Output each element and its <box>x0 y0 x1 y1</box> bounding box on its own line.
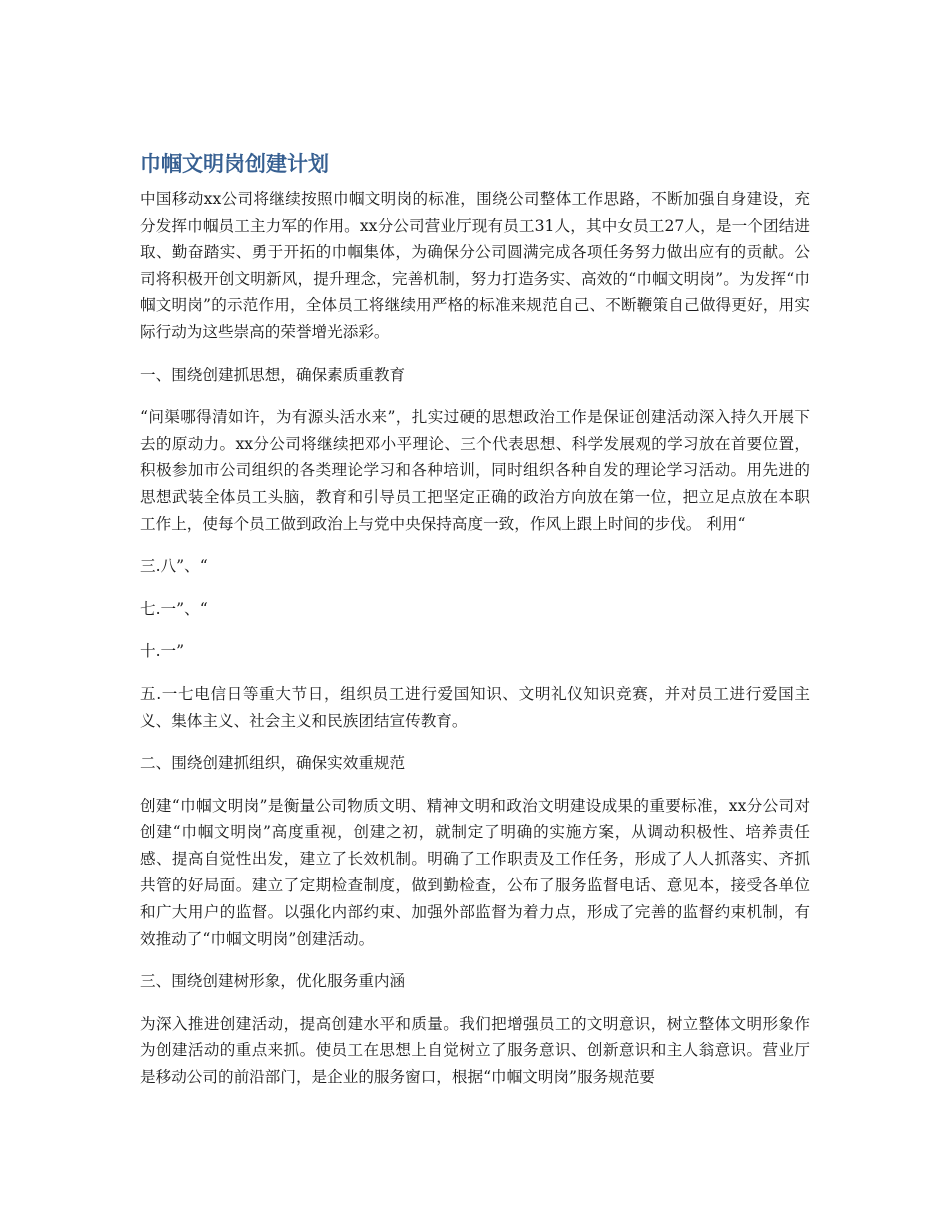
body-paragraph: 五.一七电信日等重大节日，组织员工进行爱国知识、文明礼仪知识竞赛，并对员工进行爱国主义、集体主义、社会主义和民族团结宣传教育。 <box>140 684 810 730</box>
document-title: 巾帼文明岗创建计划 <box>140 152 329 176</box>
body-paragraph: 七.一”、“ <box>140 599 208 618</box>
body-paragraph: “问渠哪得清如许，为有源头活水来”，扎实过硬的思想政治工作是保证创建活动深入持久开展下去的原动力。xx分公司将继续把邓小平理论、三个代表思想、科学发展观的学习放在首要位置，积极参加市公司组织的各类理论学习和各种培训，同时组织各种自发的理论学习活动。用先进的思想武装全体员工头脑，教育和引导员工把坚定正确的政治方向放在第一位，把立足点放在本职工作上，使每个员工做到政治上与党中央保持高度一致，作风上跟上时间的步伐。 利用“ <box>140 408 810 533</box>
section-heading-3: 三、围绕创建树形象，优化服务重内涵 <box>140 972 406 991</box>
body-paragraph: 三.八”、“ <box>140 557 208 576</box>
body-paragraph: 为深入推进创建活动，提高创建水平和质量。我们把增强员工的文明意识，树立整体文明形象作为创建活动的重点来抓。使员工在思想上自觉树立了服务意识、创新意识和主人翁意识。营业厅是移动公司的前沿部门，是企业的服务窗口，根据“巾帼文明岗”服务规范要 <box>140 1014 810 1087</box>
section-heading-1: 一、围绕创建抓思想，确保素质重教育 <box>140 365 406 384</box>
body-paragraph: 创建“巾帼文明岗”是衡量公司物质文明、精神文明和政治文明建设成果的重要标准，xx分公司对创建“巾帼文明岗”高度重视，创建之初，就制定了明确的实施方案，从调动积极性、培养责任感、提高自觉性出发，建立了长效机制。明确了工作职责及工作任务，形成了人人抓落实、齐抓共管的好局面。建立了定期检查制度，做到勤检查，公布了服务监督电话、意见本，接受各单位和广大用户的监督。以强化内部约束、加强外部监督为着力点，形成了完善的监督约束机制，有效推动了“巾帼文明岗”创建活动。 <box>140 796 810 948</box>
intro-paragraph: 中国移动xx公司将继续按照巾帼文明岗的标准，围绕公司整体工作思路，不断加强自身建设，充分发挥巾帼员工主力军的作用。xx分公司营业厅现有员工31人，其中女员工27人，是一个团结进取、勤奋踏实、勇于开拓的巾帼集体，为确保分公司圆满完成各项任务努力做出应有的贡献。公司将积极开创文明新风，提升理念，完善机制，努力打造务实、高效的“巾帼文明岗”。为发挥“巾帼文明岗”的示范作用，全体员工将继续用严格的标准来规范自己、不断鞭策自己做得更好，用实际行动为这些崇高的荣誉增光添彩。 <box>140 190 810 341</box>
body-paragraph: 十.一” <box>140 642 185 661</box>
section-heading-2: 二、围绕创建抓组织，确保实效重规范 <box>140 754 406 773</box>
